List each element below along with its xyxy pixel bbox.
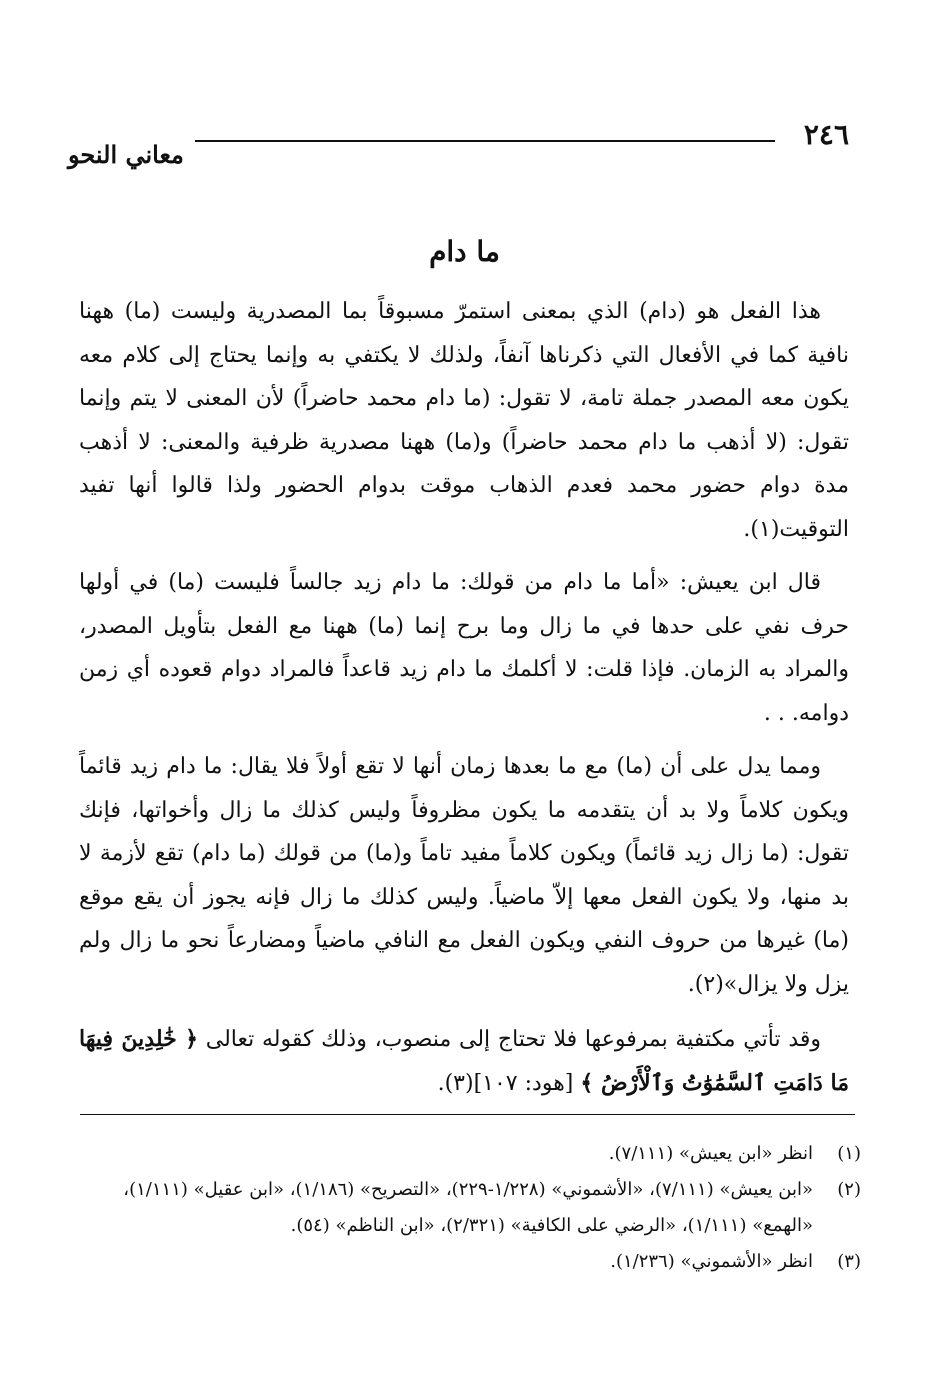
footnote-text: انظر «ابن يعيش» (٧/١١١). — [608, 1143, 813, 1164]
paragraph-3: ومما يدل على أن (ما) مع ما بعدها زمان أنها لا تقع أولاً فلا يقال: ما دام زيد قائماً ويكون كلاماً ولا بد أن يتقدمه ما يكون مظروفاً وليس كذلك ما زال وأخواتها، فإنك تقول: (ما زال زيد قائماً) ويكون كلاماً مفيد تاماً و(ما) من قولك (ما دام) تقع لأزمة لا بد منها، ولا يكون الفعل معها إلاّ ماضياً. وليس كذلك ما زال فإنه يجوز أن يقع موقع (ما) غيرها من حروف النفي ويكون الفعل مع النافي ماضياً ومضارعاً نحو ما زال ولم يزل ولا يزال»(٢). — [79, 754, 849, 997]
quran-verse: ﴿ خَٰلِدِينَ فِيهَا مَا دَامَتِ ٱلسَّمَٰوَٰتُ وَٱلْأَرْضُ ﴾ — [79, 1026, 849, 1096]
footnote-number: (١) — [837, 1143, 861, 1164]
paragraph-4 — [79, 1018, 849, 1105]
footnote-number: (٢) — [837, 1179, 861, 1200]
body-text — [79, 290, 849, 1105]
footnote-rule — [80, 1114, 855, 1115]
paragraph-4-lead: وقد تأتي مكتفية بمرفوعها فلا تحتاج إلى منصوب، وذلك كقوله تعالى — [205, 1027, 822, 1052]
section-title: ما دام — [429, 235, 500, 268]
header-rule — [195, 140, 775, 142]
footnote — [61, 1136, 861, 1172]
footnote-text: «ابن يعيش» (٧/١١١)، «الأشموني» (١/٢٢٨-٢٢٩)، «التصريح» (١/١٨٦)، «ابن عقيل» (١/١١١)، «الهمع» (١/١١١)، «الرضي على الكافية» (٢/٣٢١)، «ابن الناظم» (٥٤). — [123, 1179, 813, 1236]
page-number: ٢٤٦ — [803, 118, 849, 151]
paragraph-2: قال ابن يعيش: «أما ما دام من قولك: ما دام زيد جالساً فليست (ما) في أولها حرف نفي على حدها في ما زال وما برح إنما (ما) ههنا مع الفعل بتأويل المصدر، والمراد به الزمان. فإذا قلت: لا أكلمك ما دام زيد قاعداً فالمراد دوام قعوده أي زمن دوامه. . . — [79, 570, 849, 726]
footnote — [61, 1244, 861, 1280]
footnote-text: انظر «الأشموني» (١/٢٣٦). — [610, 1251, 813, 1272]
footnotes — [61, 1136, 861, 1280]
verse-reference: [هود: ١٠٧](٣). — [437, 1070, 574, 1096]
paragraph-1: هذا الفعل هو (دام) الذي بمعنى استمرّ مسبوقاً بما المصدرية وليست (ما) ههنا نافية كما في الأفعال التي ذكرناها آنفاً، ولذلك لا يكتفي به وإنما يحتاج إلى كلام معه يكون معه المصدر جملة تامة، لا تقول: (ما دام محمد حاضراً) لأن المعنى لا يتم وإنما تقول: (لا أذهب ما دام محمد حاضراً) و(ما) ههنا مصدرية ظرفية والمعنى: لا أذهب مدة دوام حضور محمد فعدم الذهاب موقت بدوام الحضور ولذا قالوا أنها تفيد التوقيت(١). — [79, 299, 849, 542]
footnote — [61, 1172, 861, 1244]
footnote-number: (٣) — [837, 1251, 861, 1272]
running-book-title: معاني النحو — [68, 140, 184, 169]
